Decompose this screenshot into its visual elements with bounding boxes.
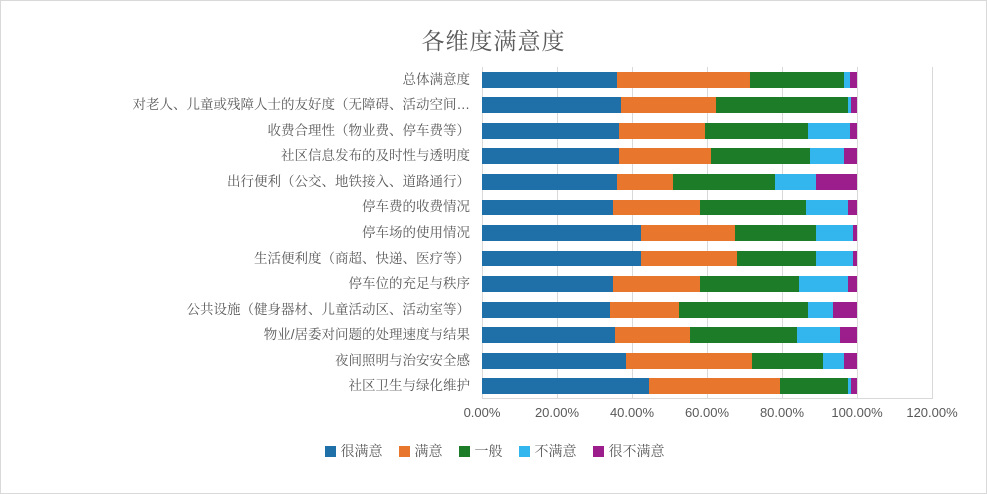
bar-segment[interactable] <box>626 353 752 369</box>
legend-item[interactable] <box>519 441 577 461</box>
bar-segment[interactable] <box>482 353 626 369</box>
bar-row[interactable] <box>482 200 932 216</box>
value-tick-label: 120.00% <box>906 405 958 420</box>
bar-segment[interactable] <box>799 276 848 292</box>
bar-segment[interactable] <box>482 97 621 113</box>
category-label: 总体满意度 <box>402 71 470 87</box>
bar-segment[interactable] <box>850 72 858 88</box>
category-label: 停车费的收费情况 <box>362 199 470 215</box>
bar-segment[interactable] <box>840 327 857 343</box>
bar-row[interactable] <box>482 251 932 267</box>
bar-segment[interactable] <box>482 378 649 394</box>
bar-segment[interactable] <box>735 225 816 241</box>
bar-segment[interactable] <box>615 327 690 343</box>
bar-segment[interactable] <box>851 97 857 113</box>
bar-segment[interactable] <box>750 72 844 88</box>
bar-segment[interactable] <box>844 148 857 164</box>
category-label: 公共设施（健身器材、儿童活动区、活动室等） <box>186 301 470 317</box>
bar-row[interactable] <box>482 123 932 139</box>
bar-segment[interactable] <box>619 148 711 164</box>
legend-swatch <box>519 446 530 457</box>
bar-segment[interactable] <box>621 97 717 113</box>
bar-row[interactable] <box>482 378 932 394</box>
legend-item[interactable] <box>325 441 383 461</box>
bar-segment[interactable] <box>810 148 844 164</box>
bar-segment[interactable] <box>705 123 808 139</box>
bar-segment[interactable] <box>617 174 673 190</box>
bar-segment[interactable] <box>816 251 854 267</box>
category-label: 夜间照明与治安安全感 <box>335 352 470 368</box>
bar-segment[interactable] <box>833 302 857 318</box>
value-tick-label: 80.00% <box>759 405 805 420</box>
bar-segment[interactable] <box>482 174 617 190</box>
legend-item[interactable] <box>399 441 443 461</box>
bar-segment[interactable] <box>673 174 774 190</box>
bar-segment[interactable] <box>690 327 797 343</box>
bar-segment[interactable] <box>816 174 857 190</box>
category-label: 停车场的使用情况 <box>362 225 470 240</box>
value-tick-label: 20.00% <box>534 405 580 420</box>
bar-row[interactable] <box>482 174 932 190</box>
bar-row[interactable] <box>482 327 932 343</box>
category-label: 物业/居委对问题的处理速度与结果 <box>263 327 470 343</box>
bar-segment[interactable] <box>808 123 849 139</box>
bar-segment[interactable] <box>806 200 847 216</box>
bar-segment[interactable] <box>844 353 857 369</box>
legend-item[interactable] <box>593 441 665 461</box>
category-label: 生活便利度（商超、快递、医疗等） <box>254 250 470 266</box>
legend-swatch <box>325 446 336 457</box>
bar-segment[interactable] <box>848 276 857 292</box>
bar-segment[interactable] <box>482 225 641 241</box>
legend-swatch <box>399 446 410 457</box>
bar-segment[interactable] <box>641 225 735 241</box>
bar-segment[interactable] <box>649 378 780 394</box>
bar-segment[interactable] <box>816 225 854 241</box>
legend-swatch <box>593 446 604 457</box>
bar-segment[interactable] <box>482 200 613 216</box>
bar-segment[interactable] <box>797 327 840 343</box>
bar-segment[interactable] <box>613 200 699 216</box>
bar-segment[interactable] <box>700 276 799 292</box>
bar-row[interactable] <box>482 276 932 292</box>
bar-segment[interactable] <box>853 225 857 241</box>
bar-row[interactable] <box>482 97 932 113</box>
bar-row[interactable] <box>482 302 932 318</box>
category-label: 停车位的充足与秩序 <box>348 276 470 292</box>
bar-segment[interactable] <box>619 123 705 139</box>
bar-segment[interactable] <box>716 97 847 113</box>
chart-title: 各维度满意度 <box>421 28 566 54</box>
legend-label: 很不满意 <box>608 443 665 459</box>
bar-segment[interactable] <box>482 123 619 139</box>
category-label: 社区信息发布的及时性与透明度 <box>281 148 470 164</box>
bar-segment[interactable] <box>613 276 699 292</box>
bar-segment[interactable] <box>752 353 823 369</box>
bar-segment[interactable] <box>482 302 610 318</box>
bar-segment[interactable] <box>482 148 619 164</box>
bar-segment[interactable] <box>679 302 808 318</box>
category-label: 收费合理性（物业费、停车费等） <box>267 122 470 138</box>
bar-segment[interactable] <box>610 302 679 318</box>
bar-segment[interactable] <box>737 251 816 267</box>
bar-segment[interactable] <box>700 200 807 216</box>
legend-label: 不满意 <box>534 443 577 459</box>
bar-segment[interactable] <box>775 174 816 190</box>
bar-segment[interactable] <box>823 353 844 369</box>
plot-area <box>482 67 932 399</box>
bar-segment[interactable] <box>482 251 641 267</box>
value-tick-label: 60.00% <box>684 405 730 420</box>
category-label: 社区卫生与绿化维护 <box>348 378 470 394</box>
bar-segment[interactable] <box>617 72 750 88</box>
value-tick-label: 100.00% <box>831 405 883 420</box>
bar-row[interactable] <box>482 225 932 241</box>
bar-segment[interactable] <box>482 72 617 88</box>
category-axis-labels <box>1 67 476 399</box>
category-label: 出行便利（公交、地铁接入、道路通行） <box>227 173 470 189</box>
bar-segment[interactable] <box>851 378 857 394</box>
legend-label: 满意 <box>414 443 443 459</box>
value-tick-label: 0.00% <box>463 405 501 420</box>
legend-swatch <box>459 446 470 457</box>
bar-row[interactable] <box>482 148 932 164</box>
value-tick-label: 40.00% <box>609 405 655 420</box>
bar-segment[interactable] <box>482 276 613 292</box>
value-axis-labels <box>1 405 987 425</box>
bar-segment[interactable] <box>711 148 810 164</box>
legend-label: 一般 <box>474 443 503 459</box>
category-label: 对老人、儿童或残障人士的友好度（无障碍、活动空间… <box>132 97 470 113</box>
bar-segment[interactable] <box>853 251 857 267</box>
bar-segment[interactable] <box>848 200 857 216</box>
bar-segment[interactable] <box>482 327 615 343</box>
bar-segment[interactable] <box>850 123 858 139</box>
bar-segment[interactable] <box>780 378 848 394</box>
bar-row[interactable] <box>482 353 932 369</box>
bar-segment[interactable] <box>641 251 737 267</box>
bar-rows <box>482 67 932 399</box>
x-axis-line <box>482 398 932 399</box>
legend-label: 很满意 <box>340 443 383 459</box>
legend-item[interactable] <box>459 441 503 461</box>
gridline <box>932 67 933 399</box>
bar-segment[interactable] <box>808 302 832 318</box>
chart-legend <box>1 441 987 461</box>
bar-row[interactable] <box>482 72 932 88</box>
